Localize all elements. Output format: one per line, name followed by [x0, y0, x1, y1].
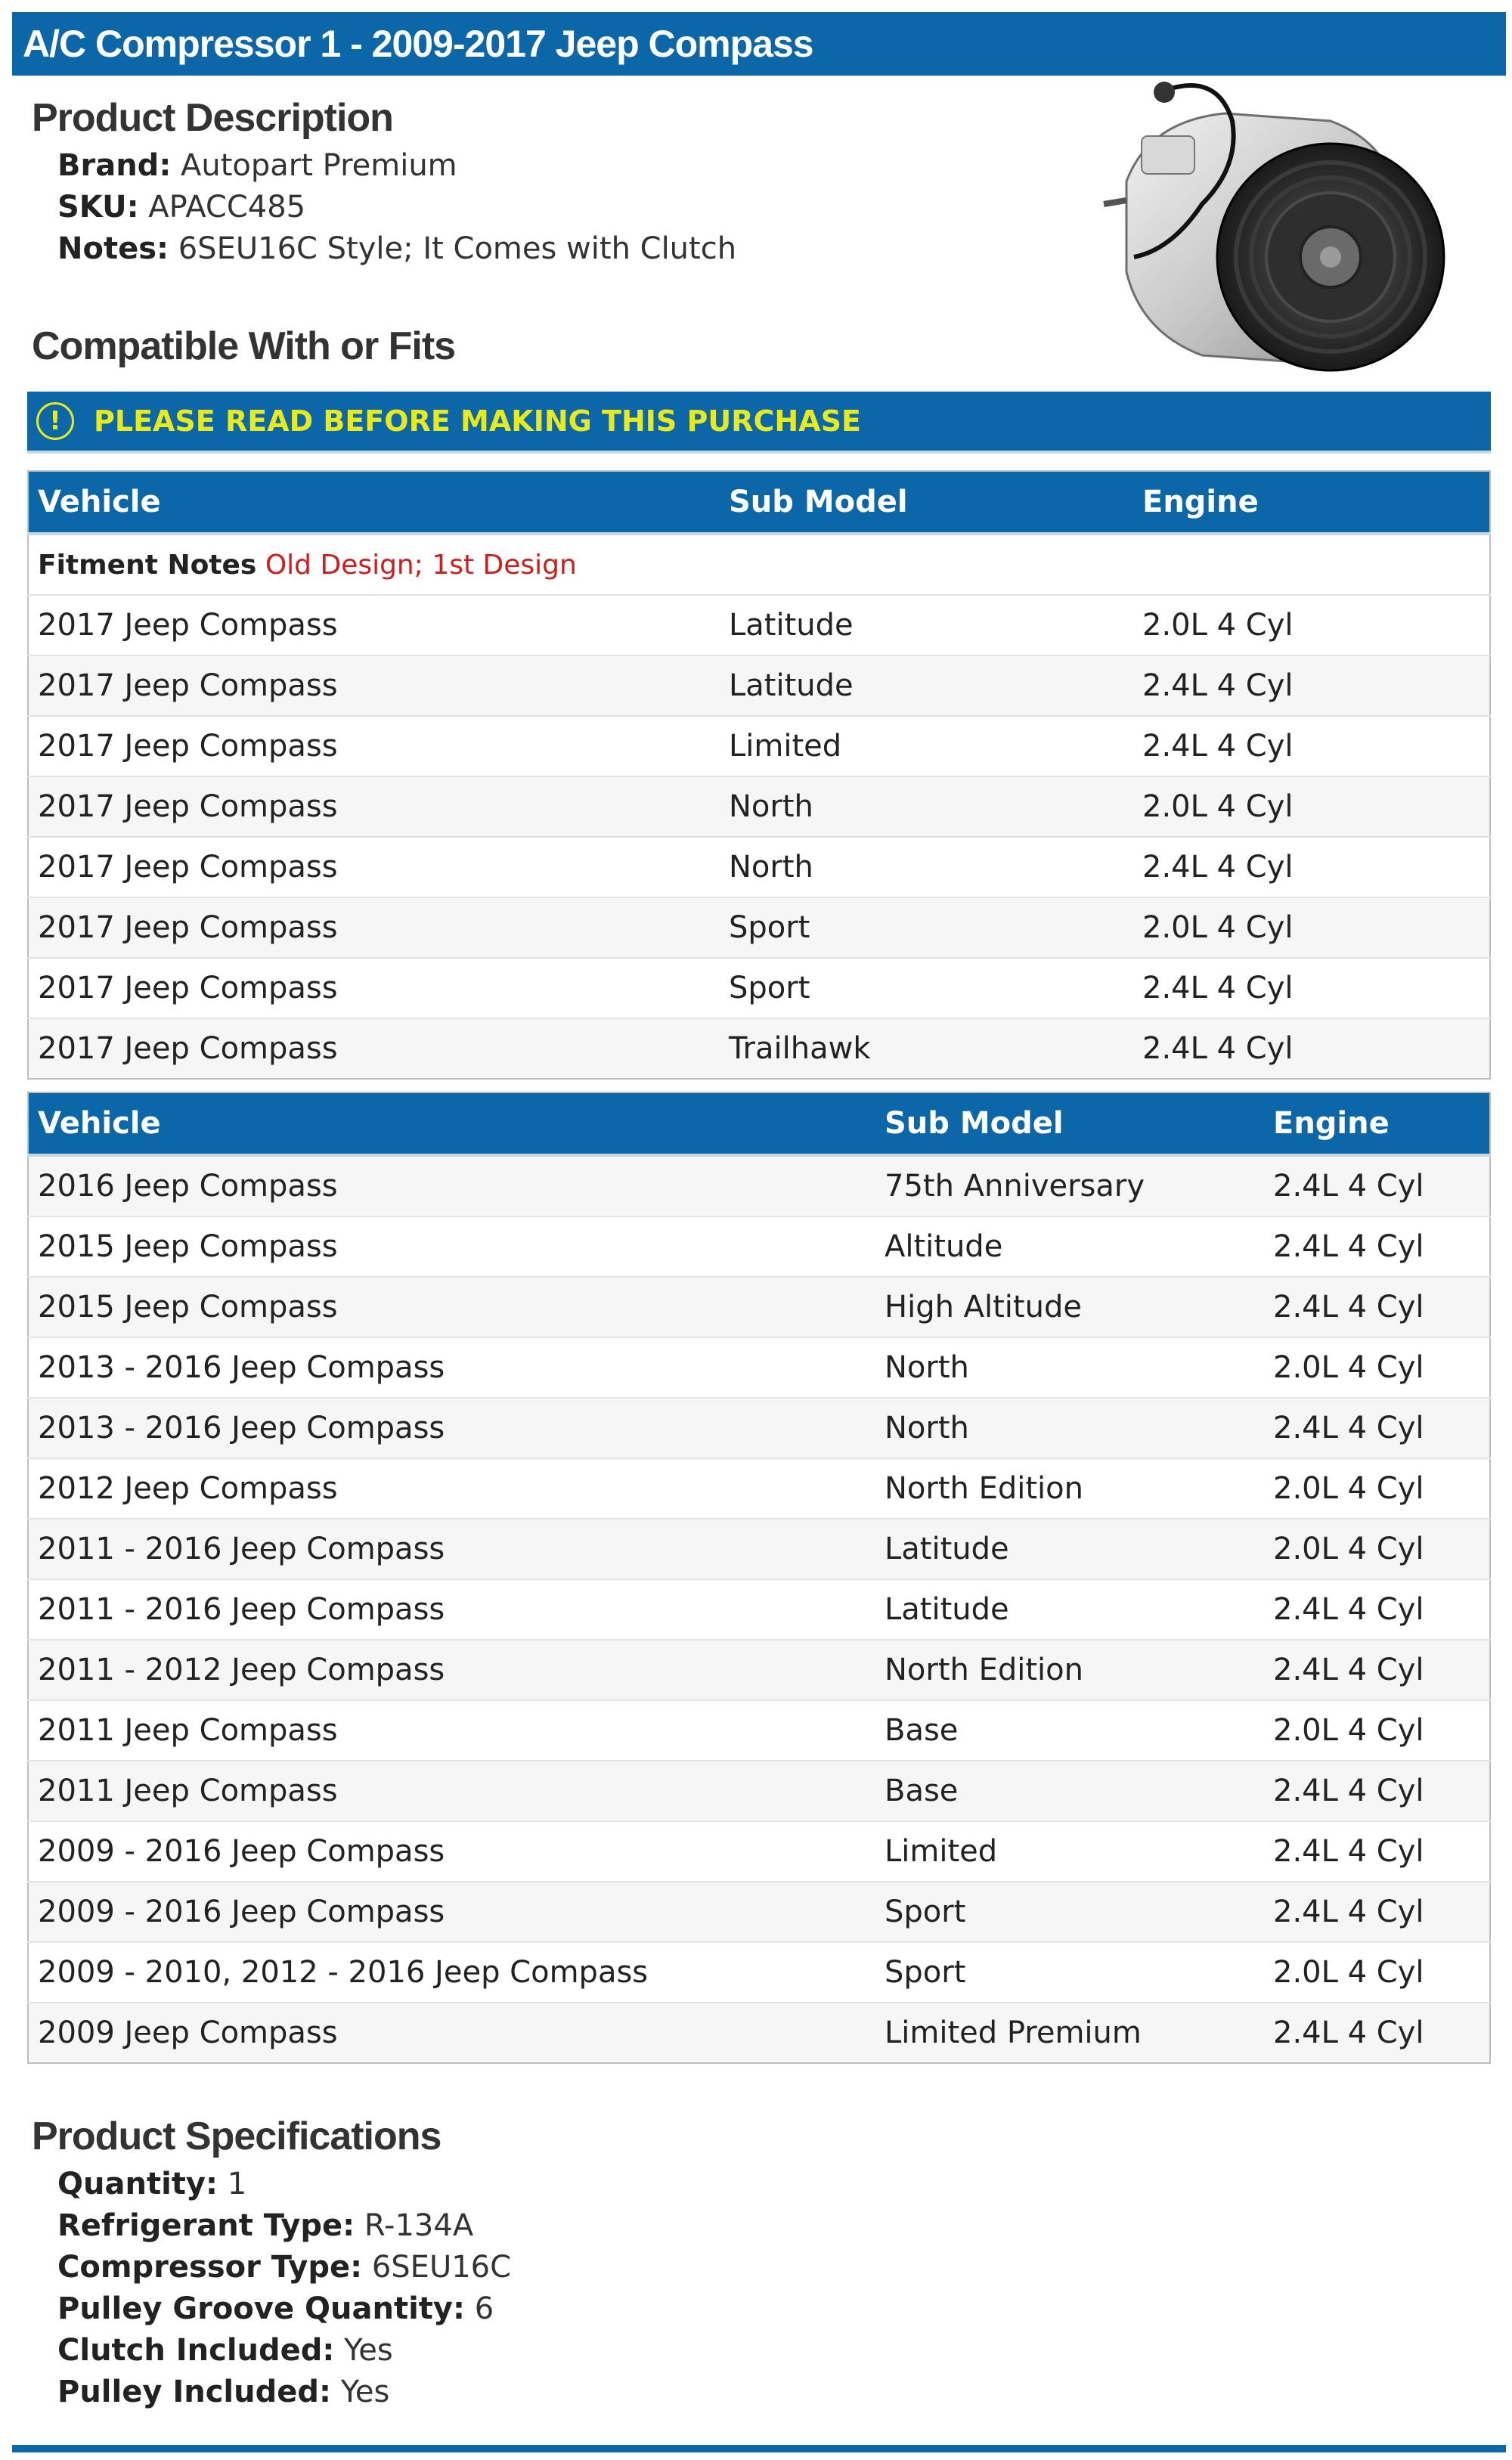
cell-engine: 2.0L 4 Cyl — [1133, 595, 1490, 655]
cell-engine: 2.4L 4 Cyl — [1133, 1018, 1490, 1079]
table-row — [28, 1640, 1490, 1700]
cell-submodel: Base — [875, 1700, 1264, 1761]
cell-vehicle: 2017 Jeep Compass — [28, 897, 720, 958]
brand-line — [57, 148, 457, 183]
cell-submodel: Base — [875, 1761, 1264, 1821]
fitment-notes-row — [28, 534, 1490, 595]
spec-line — [57, 2375, 389, 2409]
cell-submodel: 75th Anniversary — [875, 1155, 1264, 1216]
spec-label: Quantity: — [57, 2167, 218, 2201]
cell-vehicle: 2017 Jeep Compass — [28, 716, 720, 776]
cell-vehicle: 2011 - 2012 Jeep Compass — [28, 1640, 875, 1700]
table-row — [28, 1337, 1490, 1398]
cell-vehicle: 2015 Jeep Compass — [28, 1277, 875, 1337]
spec-label: Clutch Included: — [57, 2333, 335, 2368]
cell-vehicle: 2013 - 2016 Jeep Compass — [28, 1398, 875, 1458]
cell-vehicle: 2011 Jeep Compass — [28, 1700, 875, 1761]
spec-value: Yes — [340, 2375, 390, 2409]
table-row — [28, 655, 1490, 716]
cell-submodel: North Edition — [875, 1458, 1264, 1519]
cell-vehicle: 2013 - 2016 Jeep Compass — [28, 1337, 875, 1398]
cell-submodel: Limited — [875, 1821, 1264, 1882]
cell-submodel: Limited Premium — [875, 2003, 1264, 2063]
table-row — [28, 1155, 1490, 1216]
purchase-notice-banner — [27, 392, 1491, 454]
table-row — [28, 1942, 1490, 2003]
cell-engine: 2.4L 4 Cyl — [1264, 1216, 1490, 1277]
cell-submodel: Latitude — [875, 1519, 1264, 1579]
table-row — [28, 1579, 1490, 1640]
sku-label: SKU: — [57, 190, 139, 225]
table-row — [28, 1458, 1490, 1519]
cell-vehicle: 2009 - 2016 Jeep Compass — [28, 1882, 875, 1942]
brand-label: Brand: — [57, 148, 172, 183]
spec-label: Pulley Included: — [57, 2375, 331, 2409]
spec-label: Pulley Groove Quantity: — [57, 2291, 465, 2326]
table-row — [28, 1398, 1490, 1458]
spec-value: R-134A — [364, 2208, 474, 2243]
cell-submodel: North Edition — [875, 1640, 1264, 1700]
cell-submodel: Latitude — [875, 1579, 1264, 1640]
table-header-row — [28, 1092, 1490, 1155]
bottom-divider — [12, 2445, 1506, 2452]
cell-submodel: North — [720, 776, 1133, 837]
table-row — [28, 1519, 1490, 1579]
cell-engine: 2.4L 4 Cyl — [1264, 1277, 1490, 1337]
spec-line — [57, 2250, 511, 2285]
col-header-vehicle: Vehicle — [28, 1092, 875, 1155]
cell-engine: 2.4L 4 Cyl — [1264, 2003, 1490, 2063]
cell-engine: 2.4L 4 Cyl — [1264, 1761, 1490, 1821]
cell-vehicle: 2009 Jeep Compass — [28, 2003, 875, 2063]
product-specifications-heading: Product Specifications — [32, 2115, 442, 2158]
table-row — [28, 1018, 1490, 1079]
cell-vehicle: 2011 Jeep Compass — [28, 1761, 875, 1821]
cell-submodel: Latitude — [720, 595, 1133, 655]
cell-vehicle: 2009 - 2010, 2012 - 2016 Jeep Compass — [28, 1942, 875, 2003]
cell-submodel: Sport — [720, 958, 1133, 1018]
col-header-vehicle: Vehicle — [28, 471, 720, 534]
cell-submodel: High Altitude — [875, 1277, 1264, 1337]
table-row — [28, 1821, 1490, 1882]
fitment-notes-cell — [28, 534, 1490, 595]
cell-submodel: Limited — [720, 716, 1133, 776]
table-row — [28, 595, 1490, 655]
sku-value: APACC485 — [148, 190, 306, 225]
cell-engine: 2.0L 4 Cyl — [1133, 776, 1490, 837]
cell-submodel: Altitude — [875, 1216, 1264, 1277]
cell-engine: 2.0L 4 Cyl — [1133, 897, 1490, 958]
cell-submodel: Latitude — [720, 655, 1133, 716]
spec-value: 1 — [227, 2167, 247, 2201]
cell-engine: 2.4L 4 Cyl — [1264, 1155, 1490, 1216]
purchase-notice-text: PLEASE READ BEFORE MAKING THIS PURCHASE — [94, 404, 861, 438]
col-header-submodel: Sub Model — [720, 471, 1133, 534]
sku-line — [57, 190, 305, 225]
spec-value: Yes — [344, 2333, 393, 2368]
cell-submodel: Sport — [720, 897, 1133, 958]
spec-line — [57, 2291, 494, 2326]
table-row — [28, 897, 1490, 958]
cell-engine: 2.0L 4 Cyl — [1264, 1700, 1490, 1761]
spec-line — [57, 2333, 393, 2368]
table-row — [28, 958, 1490, 1018]
table-row — [28, 2003, 1490, 2063]
spec-line — [57, 2167, 246, 2201]
cell-submodel: North — [875, 1337, 1264, 1398]
fitment-table-2009-2016 — [27, 1092, 1491, 2064]
spec-value: 6SEU16C — [371, 2250, 512, 2285]
spec-label: Refrigerant Type: — [57, 2208, 355, 2243]
notes-line — [57, 231, 736, 266]
table-row — [28, 837, 1490, 897]
cell-engine: 2.4L 4 Cyl — [1133, 837, 1490, 897]
brand-value: Autopart Premium — [181, 148, 457, 183]
cell-submodel: North — [875, 1398, 1264, 1458]
table-row — [28, 1277, 1490, 1337]
cell-engine: 2.4L 4 Cyl — [1264, 1640, 1490, 1700]
cell-engine: 2.4L 4 Cyl — [1264, 1882, 1490, 1942]
cell-engine: 2.0L 4 Cyl — [1264, 1337, 1490, 1398]
table-row — [28, 776, 1490, 837]
cell-vehicle: 2017 Jeep Compass — [28, 776, 720, 837]
cell-engine: 2.4L 4 Cyl — [1264, 1398, 1490, 1458]
notes-value: 6SEU16C Style; It Comes with Clutch — [178, 231, 737, 266]
table-header-row — [28, 471, 1490, 534]
table-row — [28, 716, 1490, 776]
cell-vehicle: 2009 - 2016 Jeep Compass — [28, 1821, 875, 1882]
col-header-engine: Engine — [1264, 1092, 1490, 1155]
notes-label: Notes: — [57, 231, 169, 266]
exclamation-circle-icon: ! — [36, 402, 74, 440]
cell-vehicle: 2011 - 2016 Jeep Compass — [28, 1519, 875, 1579]
cell-vehicle: 2016 Jeep Compass — [28, 1155, 875, 1216]
cell-submodel: Sport — [875, 1882, 1264, 1942]
fitment-notes-label: Fitment Notes — [38, 549, 257, 581]
cell-vehicle: 2015 Jeep Compass — [28, 1216, 875, 1277]
cell-vehicle: 2011 - 2016 Jeep Compass — [28, 1579, 875, 1640]
table-row — [28, 1761, 1490, 1821]
cell-engine: 2.0L 4 Cyl — [1264, 1519, 1490, 1579]
spec-label: Compressor Type: — [57, 2250, 363, 2285]
ac-compressor-image — [1081, 76, 1459, 386]
spec-line — [57, 2208, 473, 2243]
fitment-notes-value: Old Design; 1st Design — [265, 549, 577, 581]
cell-submodel: Trailhawk — [720, 1018, 1133, 1079]
col-header-engine: Engine — [1133, 471, 1490, 534]
table-row — [28, 1216, 1490, 1277]
cell-submodel: North — [720, 837, 1133, 897]
product-description-heading: Product Description — [32, 96, 393, 140]
col-header-submodel: Sub Model — [875, 1092, 1264, 1155]
cell-engine: 2.4L 4 Cyl — [1133, 716, 1490, 776]
cell-vehicle: 2017 Jeep Compass — [28, 1018, 720, 1079]
cell-vehicle: 2012 Jeep Compass — [28, 1458, 875, 1519]
cell-submodel: Sport — [875, 1942, 1264, 2003]
cell-vehicle: 2017 Jeep Compass — [28, 958, 720, 1018]
table-row — [28, 1882, 1490, 1942]
fitment-table-2017 — [27, 470, 1491, 1080]
cell-vehicle: 2017 Jeep Compass — [28, 595, 720, 655]
cell-vehicle: 2017 Jeep Compass — [28, 655, 720, 716]
cell-engine: 2.4L 4 Cyl — [1133, 655, 1490, 716]
cell-vehicle: 2017 Jeep Compass — [28, 837, 720, 897]
page-title: A/C Compressor 1 - 2009-2017 Jeep Compass — [12, 12, 1506, 76]
table-row — [28, 1700, 1490, 1761]
cell-engine: 2.4L 4 Cyl — [1264, 1821, 1490, 1882]
compatible-heading: Compatible With or Fits — [32, 324, 456, 368]
cell-engine: 2.0L 4 Cyl — [1264, 1458, 1490, 1519]
cell-engine: 2.4L 4 Cyl — [1133, 958, 1490, 1018]
cell-engine: 2.4L 4 Cyl — [1264, 1579, 1490, 1640]
cell-engine: 2.0L 4 Cyl — [1264, 1942, 1490, 2003]
spec-value: 6 — [474, 2291, 494, 2326]
